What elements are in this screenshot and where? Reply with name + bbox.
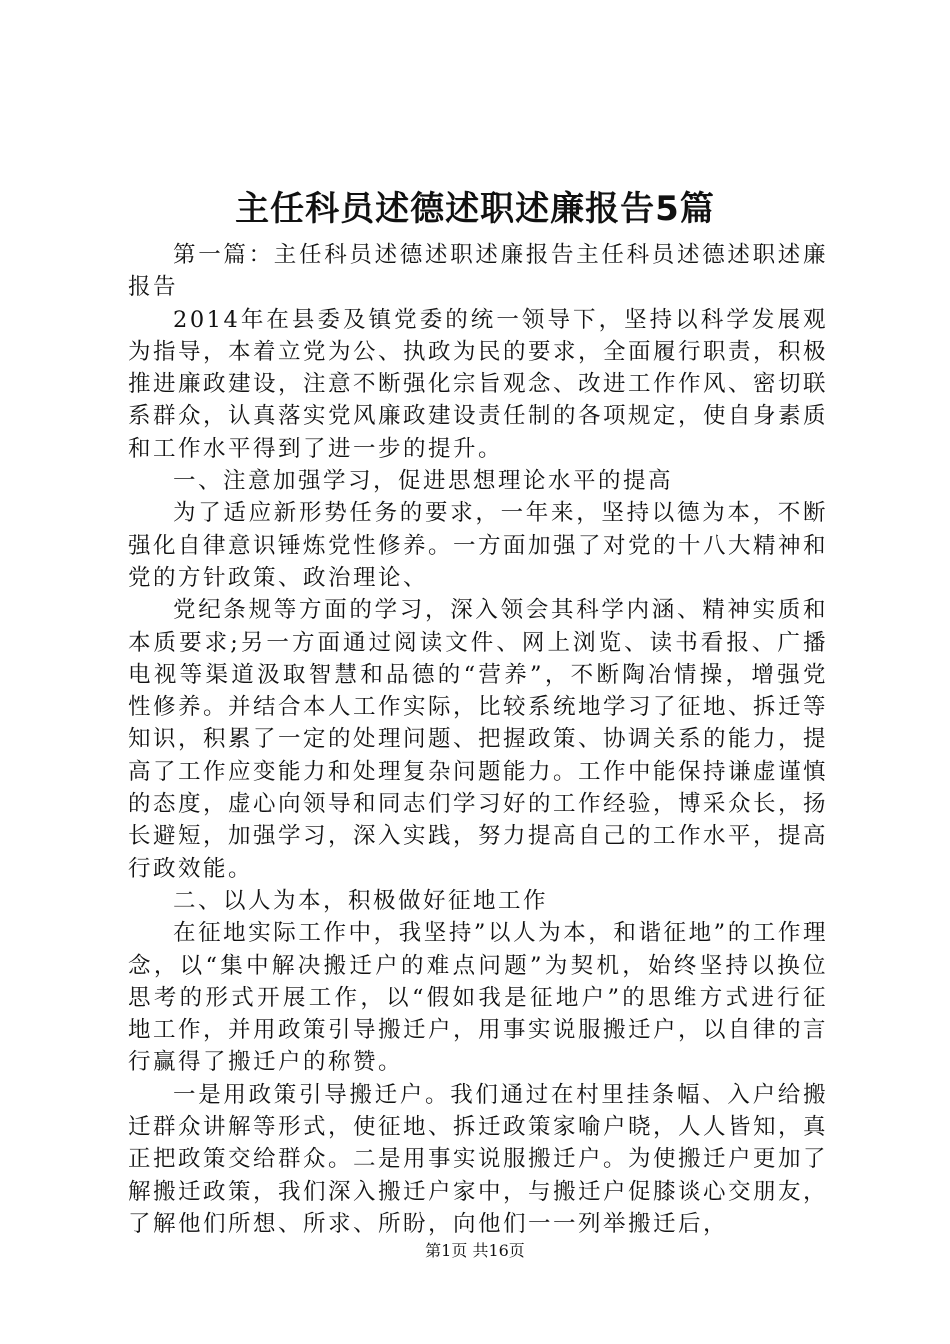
document-title: 主任科员述德述职述廉报告5篇	[235, 189, 715, 229]
section-heading: 一、注意加强学习，促进思想理论水平的提高	[173, 468, 674, 495]
paragraph: 一是用政策引导搬迁户。我们通过在村里挂条幅、入户给搬迁群众讲解等形式，使征地、拆迁政策家喻户晓，人人皆知，真正把政策交给群众。二是用事实说服搬迁户。为使搬迁户更加了解搬迁政策，我们深入搬迁户家中，与搬迁户促膝谈心交朋友，了解他们所想、所求、所盼，向他们一一列举搬迁后，	[128, 1081, 829, 1237]
paragraph: 在征地实际工作中，我坚持”以人为本，和谐征地”的工作理念，以“集中解决搬迁户的难点问题”为契机，始终坚持以换位思考的形式开展工作，以“假如我是征地户”的思维方式进行征地工作，并用政策引导搬迁户，用事实说服搬迁户，以自律的言行赢得了搬迁户的称赞。	[128, 920, 829, 1076]
section-heading: 二、以人为本，积极做好征地工作	[173, 887, 549, 914]
paragraph: 2014年在县委及镇党委的统一领导下，坚持以科学发展观为指导，本着立党为公、执政为民的要求，全面履行职责，积极推进廉政建设，注意不断强化宗旨观念、改进工作作风、密切联系群众，认真落实党风廉政建设责任制的各项规定，使自身素质和工作水平得到了进一步的提升。	[128, 306, 829, 462]
paragraph: 第一篇：主任科员述德述职述廉报告主任科员述德述职述廉报告	[128, 242, 828, 301]
page-footer: 第1页 共16页	[425, 1241, 525, 1260]
document-body	[128, 239, 828, 1240]
paragraph: 为了适应新形势任务的要求，一年来，坚持以德为本，不断强化自律意识锤炼党性修养。一方面加强了对党的十八大精神和党的方针政策、政治理论、	[128, 500, 829, 591]
paragraph: 党纪条规等方面的学习，深入领会其科学内涵、精神实质和本质要求;另一方面通过阅读文件、网上浏览、读书看报、广播电视等渠道汲取智慧和品德的“营养”，不断陶冶情操，增强党性修养。并结合本人工作实际，比较系统地学习了征地、拆迁等知识，积累了一定的处理问题、把握政策、协调关系的能力，提高了工作应变能力和处理复杂问题能力。工作中能保持谦虚谨慎的态度，虚心向领导和同志们学习好的工作经验，博采众长，扬长避短，加强学习，深入实践，努力提高自己的工作水平，提高行政效能。	[128, 597, 829, 882]
